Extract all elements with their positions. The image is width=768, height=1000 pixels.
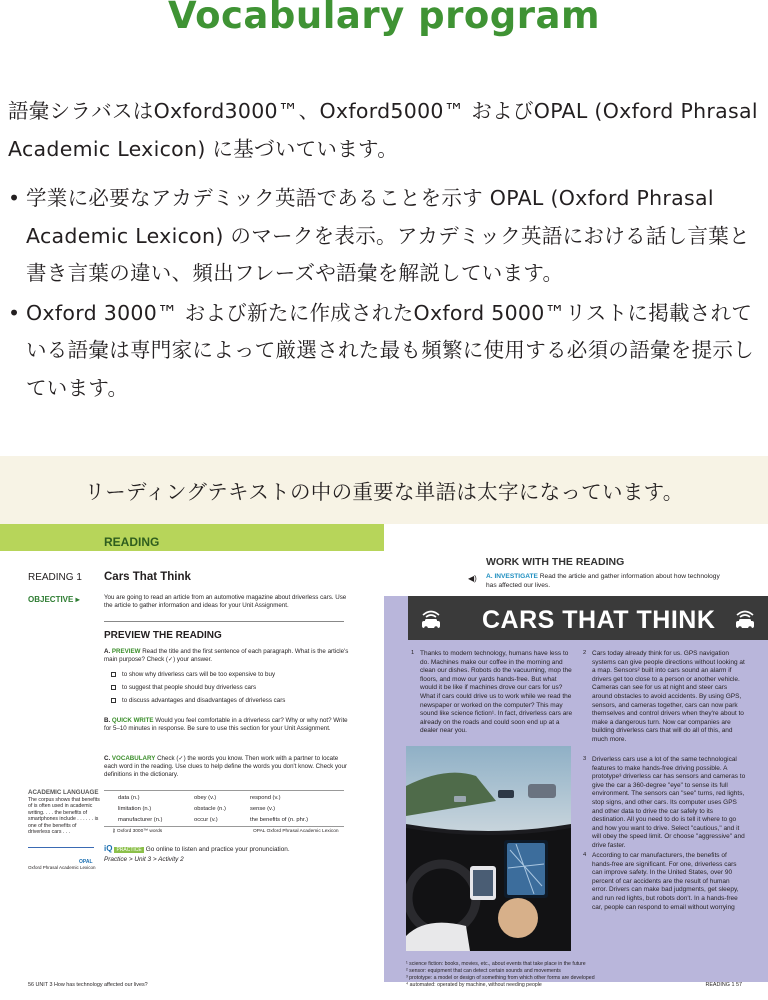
car-icon — [732, 606, 758, 632]
question-a-label: A. — [104, 648, 111, 655]
paragraph-number: 3 — [583, 756, 587, 762]
option-label: to show why driverless cars will be too expensive to buy — [122, 671, 276, 678]
investigate-instruction — [486, 572, 726, 590]
paragraph-3: Driverless cars use a lot of the same technological features to make hands-free driving possible. A prototype³ driverless car has sensors and cameras to give the car a 360-degree "eye" to sense its full environment. The sensors can "see" turns, red lights, stop signs, and other cars. Its computer uses GPS and other data to drive the car safely to its destination. All you need to do is tell it where to go and how you want to drive. Select "cautious," and it will obey the speed limit. Or choose "aggressive" and drive faster. — [592, 756, 746, 849]
vocab-word: data (n.) — [118, 795, 140, 801]
vocab-table — [104, 789, 344, 827]
oxford-footnote — [112, 829, 162, 834]
iq-path: Practice > Unit 3 > Activity 2 — [104, 856, 184, 863]
question-a-key: PREVIEW — [111, 648, 141, 655]
vocab-word: manufacturer (n.) — [118, 817, 163, 823]
glossary-item: ³ prototype: a model or design of something from which other forms are developed — [406, 975, 595, 981]
divider — [28, 847, 94, 848]
speaker-icon[interactable]: ◀) — [468, 574, 477, 583]
checkbox-option[interactable] — [111, 671, 275, 678]
vocab-word: limitation (n.) — [118, 806, 152, 812]
reading-label: READING 1 — [28, 572, 82, 583]
checkbox-icon[interactable] — [111, 685, 116, 690]
textbook-left-page — [0, 524, 384, 1000]
article-title: CARS THAT THINK — [482, 606, 716, 634]
question-c — [104, 755, 349, 779]
section-heading: WORK WITH THE READING — [486, 556, 625, 568]
objective-label: OBJECTIVE ▸ — [28, 595, 80, 604]
bullet-text: 学業に必要なアカデミック英語であることを示す OPAL (Oxford Phrasal Academic Lexicon) のマークを表示。アカデミック英語における話し言葉と書き言葉の違い、頻出フレーズや語彙を解説しています。 — [26, 186, 750, 285]
vocab-word: sense (v.) — [250, 806, 276, 812]
paragraph-1: Thanks to modern technology, humans have less to do. Machines make our coffee in the morning and clean our dishes. Robots do the vacuuming, mop the floors, and mow our yards hands-free. But what would it be like if machines drove our cars for us? What if cars could drive us to work while we read the newspaper or worked on the computer? This may sound like science fiction¹. In fact, driverless cars are already on the roads and could soon end up at a dealer near you. — [420, 650, 573, 735]
academic-text: The corpus shows that benefits of is often used in academic writing. . . . the benefits of smartphones include . . . . . . is one of the benefits of driverless cars . . . — [28, 796, 100, 835]
opal-tag: OPAL — [79, 859, 93, 865]
question-c-key: VOCABULARY — [111, 755, 156, 762]
divider — [104, 621, 344, 622]
list-item — [8, 295, 760, 408]
page-footer: READING 1 57 — [705, 982, 742, 988]
glossary — [406, 961, 746, 989]
question-b-text: Would you feel comfortable in a driverless car? Why or why not? Write for 5–10 minutes in response. Be sure to use this section for your Unit Assignment. — [104, 717, 348, 732]
vocab-word: the benefits of (n. phr.) — [250, 817, 309, 823]
glossary-item: ² sensor: equipment that can detect certain sounds and movements — [406, 968, 561, 974]
feature-list — [8, 180, 760, 409]
question-c-label: C. — [104, 755, 111, 762]
reading-bar-label: READING — [104, 535, 160, 549]
reading-bar — [0, 524, 384, 551]
oxford-footnote-text: Oxford 3000™ words — [116, 829, 163, 834]
bullet-icon: • — [8, 186, 21, 210]
iq-practice — [104, 844, 290, 864]
callout-banner — [0, 456, 768, 524]
academic-footnote: Oxford Phrasal Academic Lexicon — [28, 865, 96, 870]
vocab-word: obstacle (n.) — [194, 806, 226, 812]
checkbox-option[interactable] — [111, 684, 256, 691]
banner-text: リーディングテキストの中の重要な単語は太字になっています。 — [84, 480, 684, 504]
checkbox-icon[interactable] — [111, 672, 116, 677]
page-footer: 56 UNIT 3 How has technology affected our lives? — [28, 982, 148, 988]
option-label: to suggest that people should buy driverless cars — [122, 684, 257, 691]
paragraph-number: 1 — [411, 650, 415, 656]
opal-footnote: OPAL Oxford Phrasal Academic Lexicon — [253, 829, 339, 834]
question-a-text: Read the title and the first sentence of each paragraph. What is the article's main purpose? Check (✓) your answer. — [104, 648, 349, 663]
question-a — [104, 648, 349, 664]
paragraph-2: Cars today already think for us. GPS navigation systems can give people directions without looking at a map. Sensors² built into cars sound an alarm if drivers get too close to a person or another vehicle. Cameras can see for us at night and steer cars around obstacles to avoid accidents. By using GPS, sensors, and cameras together, cars can now park themselves and control drivers when they're about to make a dangerous turn. Now car companies are building driverless cars that will do all of this, and much more. — [592, 650, 745, 743]
key-icon: ⚷ — [112, 829, 116, 834]
bullet-text: Oxford 3000™ および新たに作成されたOxford 5000™リストに掲載されている語彙は専門家によって厳選された最も頻繁に使用する必須の語彙を提示しています。 — [26, 300, 754, 400]
investigate-text: Read the article and gather information about how technology has affected our lives. — [486, 573, 720, 589]
checkbox-option[interactable] — [111, 697, 285, 704]
paragraph-4: According to car manufacturers, the benefits of hands-free are significant. For one, driverless cars can improve safety. In the United States, over 90 percent of car accidents are the result of human error. Drivers can make bad judgments, get sleepy, and run red lights, but robots don't. In a hands-free car, people can respond to email without worrying — [592, 852, 739, 911]
question-b-label: B. — [104, 717, 111, 724]
option-label: to discuss advantages and disadvantages of driverless cars — [122, 697, 286, 704]
glossary-item: ¹ science fiction: books, movies, etc., about events that take place in the future — [406, 961, 586, 967]
article-header — [408, 596, 768, 640]
car-interior-photo — [406, 746, 571, 951]
practice-badge: PRACTICE — [116, 847, 142, 853]
textbook-right-page — [384, 524, 768, 1000]
page-title: Vocabulary program — [167, 0, 601, 37]
car-icon — [418, 606, 444, 632]
reading-title: Cars That Think — [104, 571, 191, 583]
car-interior-image — [406, 746, 571, 951]
vocab-word: occur (v.) — [194, 817, 218, 823]
vocab-rule — [104, 826, 344, 827]
vocab-word: respond (v.) — [250, 795, 281, 801]
vocab-word: obey (v.) — [194, 795, 217, 801]
question-b — [104, 717, 349, 733]
objective-text: You are going to read an article from an automotive magazine about driverless cars. Use the article to gather information and ideas for your Unit Assignment. — [104, 594, 347, 609]
checkbox-icon[interactable] — [111, 698, 116, 703]
intro-paragraph: 語彙シラバスはOxford3000™、Oxford5000™ およびOPAL (Oxford Phrasal Academic Lexicon) に基づいています。 — [8, 99, 758, 161]
investigate-key: INVESTIGATE — [494, 573, 538, 580]
investigate-label: A. — [486, 573, 493, 580]
preview-heading: PREVIEW THE READING — [104, 630, 222, 641]
iq-logo: iQ — [104, 844, 113, 853]
glossary-item: ⁴ automated: operated by machine, without needing people — [406, 982, 542, 988]
academic-heading: ACADEMIC LANGUAGE — [28, 789, 99, 796]
question-b-key: QUICK WRITE — [111, 717, 154, 724]
paragraph-number: 4 — [583, 852, 587, 858]
question-c-text: Check (✓) the words you know. Then work with a partner to locate each word in the reading. Use clues to help define the words you don't know. Check your definitions in the dictionary. — [104, 755, 347, 778]
bullet-icon: • — [8, 300, 21, 325]
list-item — [8, 180, 760, 293]
academic-language-box — [28, 790, 100, 836]
paragraph-number: 2 — [583, 650, 587, 656]
iq-text: Go online to listen and practice your pronunciation. — [145, 846, 290, 853]
